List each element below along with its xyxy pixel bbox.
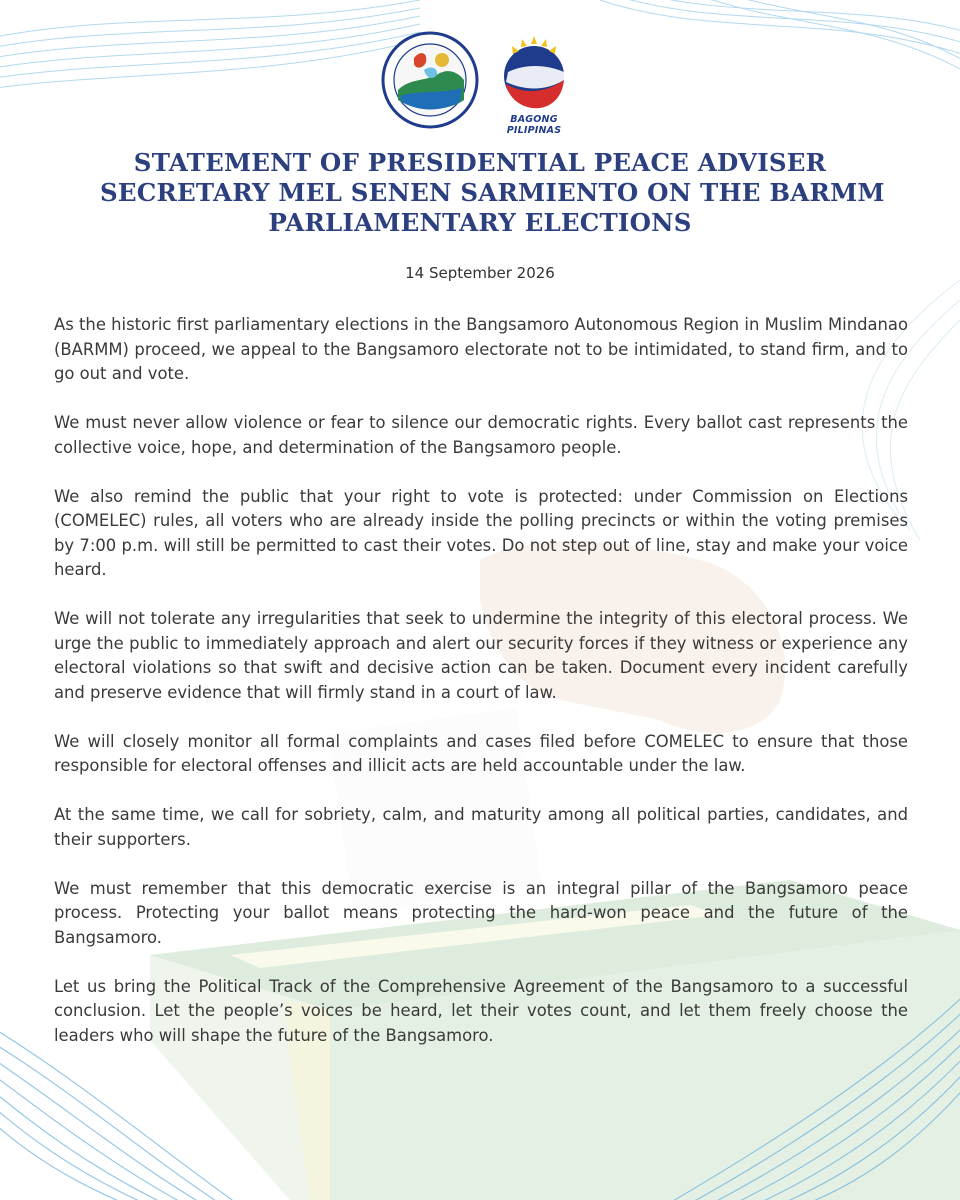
bagong-pilipinas-logo — [484, 34, 584, 134]
page-title — [100, 148, 885, 238]
statement-body — [54, 313, 908, 1073]
opapru-seal-icon — [380, 30, 480, 130]
paragraph: We will closely monitor all formal complaints and cases filed before COMELEC to ensure that those responsible for electoral offenses and illicit acts are held accountable under the law. — [54, 731, 908, 775]
title-line: PARLIAMENTARY ELECTIONS — [268, 208, 692, 237]
title-line: STATEMENT OF PRESIDENTIAL PEACE ADVISER — [133, 148, 827, 177]
statement-date: 14 September 2026 — [405, 264, 555, 282]
header-logos — [0, 30, 960, 136]
paragraph: We will not tolerate any irregularities that seek to undermine the integrity of this electoral process. We urge the public to immediately approach and alert our security forces if they witness or experience any electoral violations so that swift and decisive action can be taken. Document every incident carefully and preserve evidence that will firmly stand in a court of law. — [54, 609, 908, 702]
title-line: SECRETARY MEL SENEN SARMIENTO ON THE BARMM — [100, 178, 885, 207]
paragraph: Let us bring the Political Track of the Comprehensive Agreement of the Bangsamoro to a successful conclusion. Let the people’s voices be heard, let their votes count, and let them freely choose the leaders who will shape the future of the Bangsamoro. — [54, 976, 908, 1045]
paragraph: We must never allow violence or fear to silence our democratic rights. Every ballot cast represents the collective voice, hope, and determination of the Bangsamoro people. — [54, 413, 908, 457]
paragraph: We also remind the public that your right to vote is protected: under Commission on Elections (COMELEC) rules, all voters who are already inside the polling precincts or within the voting premises by 7:00 p.m. will still be permitted to cast their votes. Do not step out of line, stay and make your voice heard. — [54, 486, 908, 579]
paragraph: We must remember that this democratic exercise is an integral pillar of the Bangsamoro peace process. Protecting your ballot means protecting the hard-won peace and the future of the Bangsamoro. — [54, 878, 908, 947]
bagong-pilipinas-logo-icon — [484, 34, 584, 114]
paragraph: At the same time, we call for sobriety, calm, and maturity among all political parties, candidates, and their supporters. — [54, 805, 908, 849]
paragraph: As the historic first parliamentary elections in the Bangsamoro Autonomous Region in Muslim Mindanao (BARMM) proceed, we appeal to the Bangsamoro electorate not to be intimidated, to stand firm, and to go out and vote. — [54, 315, 908, 383]
bagong-pilipinas-label: BAGONG PILIPINAS — [506, 114, 562, 136]
